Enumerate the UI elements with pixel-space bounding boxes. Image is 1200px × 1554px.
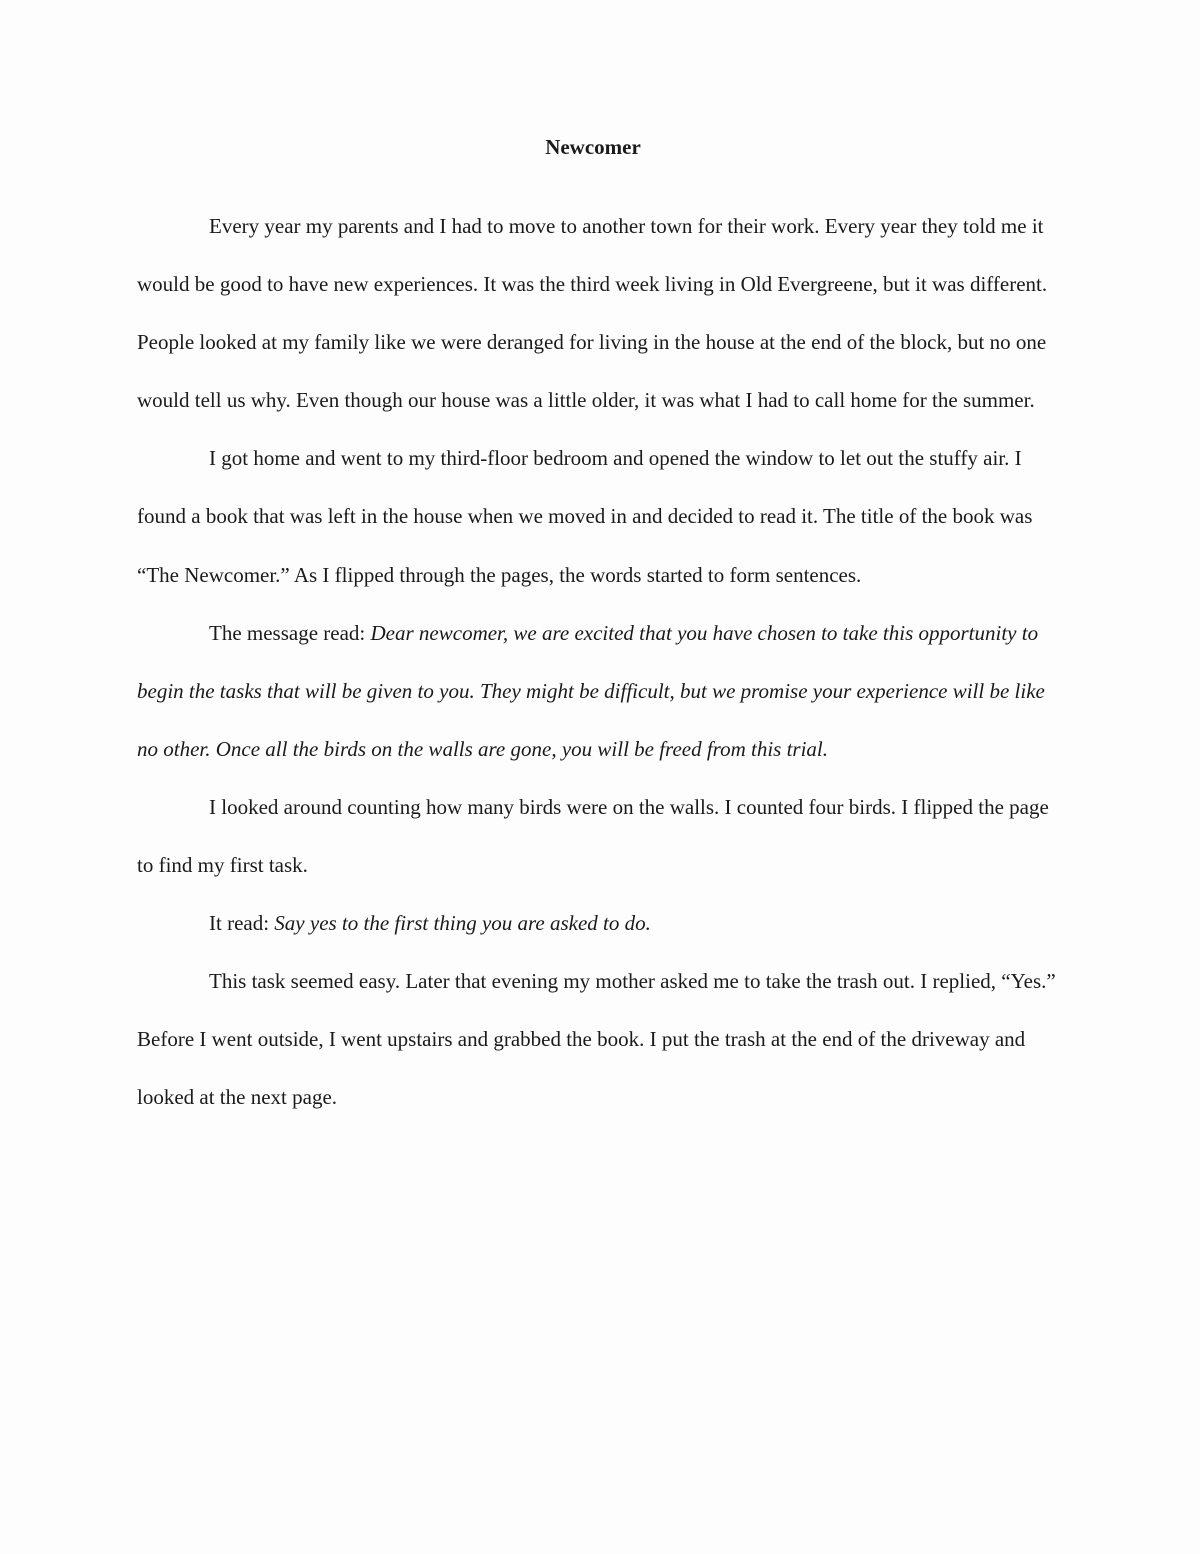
paragraph-3-message: Dear newcomer, we are excited that you have chosen to take this opportunity to begin the tasks that will be given to you. They might be difficult, but we promise your experience will be like no other. Once all the birds on the walls are gone, you will be freed from this trial. bbox=[137, 620, 1045, 761]
paragraph-1: Every year my parents and I had to move to another town for their work. Every year they told me it would be good to have new experiences. It was the third week living in Old Evergreene, but it was different. People looked at my family like we were deranged for living in the house at the end of the block, but no one would tell us why. Even though our house was a little older, it was what I had to call home for the summer. bbox=[137, 214, 1048, 413]
paragraph-3 bbox=[137, 604, 1057, 778]
paragraph-2: I got home and went to my third-floor bedroom and opened the window to let out the stuffy air. I found a book that was left in the house when we moved in and decided to read it. The title of the book was “The Newcomer.” As I flipped through the pages, the words started to form sentences. bbox=[137, 446, 1033, 587]
document-body bbox=[137, 197, 1057, 1127]
paragraph-5-lead: It read: bbox=[209, 911, 275, 936]
paragraph-6: This task seemed easy. Later that evening my mother asked me to take the trash out. I replied, “Yes.” Before I went outside, I went upstairs and grabbed the book. I put the trash at the end of the driveway and looked at the next page. bbox=[137, 969, 1056, 1110]
document-title: Newcomer bbox=[545, 135, 641, 159]
paragraph-5 bbox=[137, 894, 1057, 952]
paragraph-4: I looked around counting how many birds were on the walls. I counted four birds. I flipped the page to find my first task. bbox=[137, 794, 1049, 878]
paragraph-5-task: Say yes to the first thing you are asked to do. bbox=[274, 911, 651, 936]
paragraph-3-lead: The message read: bbox=[209, 620, 371, 645]
